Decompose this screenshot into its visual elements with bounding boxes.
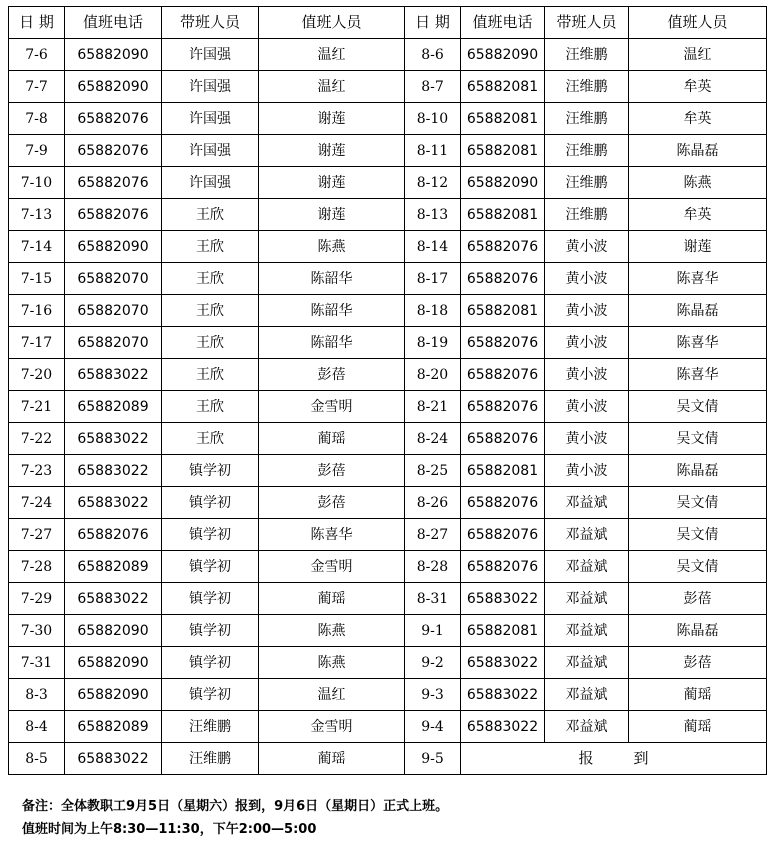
cell-date: 7-24 <box>9 487 65 519</box>
header-staff-2: 值班人员 <box>629 7 767 39</box>
duty-schedule-table <box>8 6 767 775</box>
report-text-2: 到 <box>633 749 649 767</box>
cell-leader: 王欣 <box>162 295 259 327</box>
cell-leader: 镇学初 <box>162 519 259 551</box>
cell-staff-2: 陈晶磊 <box>629 135 767 167</box>
header-date: 日 期 <box>9 7 65 39</box>
cell-leader: 王欣 <box>162 423 259 455</box>
table-row <box>9 391 767 423</box>
cell-phone: 65882090 <box>65 679 162 711</box>
cell-date: 8-3 <box>9 679 65 711</box>
cell-staff-2: 温红 <box>629 39 767 71</box>
cell-leader-2: 邓益斌 <box>545 647 629 679</box>
table-row <box>9 263 767 295</box>
cell-staff-2: 吴文倩 <box>629 519 767 551</box>
header-date-2: 日 期 <box>405 7 461 39</box>
cell-phone: 65882070 <box>65 327 162 359</box>
cell-date: 7-17 <box>9 327 65 359</box>
cell-leader: 镇学初 <box>162 679 259 711</box>
cell-phone-2: 65882076 <box>461 391 545 423</box>
cell-leader-2: 邓益斌 <box>545 711 629 743</box>
cell-date-2: 8-13 <box>405 199 461 231</box>
cell-phone-2: 65883022 <box>461 711 545 743</box>
cell-phone-2: 65882081 <box>461 615 545 647</box>
cell-phone: 65882076 <box>65 103 162 135</box>
cell-phone-2: 65882090 <box>461 39 545 71</box>
cell-staff-2: 吴文倩 <box>629 423 767 455</box>
cell-leader-2: 黄小波 <box>545 295 629 327</box>
table-row <box>9 647 767 679</box>
cell-report <box>461 743 767 775</box>
cell-leader: 汪维鹏 <box>162 711 259 743</box>
cell-phone: 65883022 <box>65 455 162 487</box>
cell-date: 7-7 <box>9 71 65 103</box>
cell-date-2: 9-1 <box>405 615 461 647</box>
cell-staff: 陈燕 <box>259 647 405 679</box>
cell-phone-2: 65882076 <box>461 231 545 263</box>
table-row <box>9 487 767 519</box>
cell-phone-2: 65882090 <box>461 167 545 199</box>
cell-date: 7-20 <box>9 359 65 391</box>
cell-leader-2: 邓益斌 <box>545 551 629 583</box>
cell-date: 7-21 <box>9 391 65 423</box>
cell-phone: 65882090 <box>65 615 162 647</box>
cell-staff: 陈韶华 <box>259 327 405 359</box>
cell-phone: 65882070 <box>65 263 162 295</box>
table-row <box>9 423 767 455</box>
cell-staff: 陈喜华 <box>259 519 405 551</box>
cell-date-2: 8-27 <box>405 519 461 551</box>
cell-leader: 王欣 <box>162 199 259 231</box>
cell-phone-2: 65882081 <box>461 199 545 231</box>
cell-leader-2: 邓益斌 <box>545 583 629 615</box>
cell-phone: 65882070 <box>65 295 162 327</box>
cell-staff-2: 牟英 <box>629 199 767 231</box>
cell-date: 7-10 <box>9 167 65 199</box>
cell-staff: 温红 <box>259 71 405 103</box>
cell-date-2: 9-5 <box>405 743 461 775</box>
table-row <box>9 167 767 199</box>
cell-phone: 65883022 <box>65 743 162 775</box>
header-leader-2: 带班人员 <box>545 7 629 39</box>
cell-date: 7-9 <box>9 135 65 167</box>
cell-staff-2: 陈晶磊 <box>629 615 767 647</box>
table-row <box>9 103 767 135</box>
cell-staff: 谢莲 <box>259 135 405 167</box>
cell-staff: 陈韶华 <box>259 295 405 327</box>
table-row <box>9 551 767 583</box>
cell-phone: 65882090 <box>65 39 162 71</box>
cell-phone: 65882089 <box>65 391 162 423</box>
cell-phone-2: 65882081 <box>461 103 545 135</box>
cell-leader-2: 黄小波 <box>545 423 629 455</box>
cell-date-2: 8-18 <box>405 295 461 327</box>
cell-staff: 陈韶华 <box>259 263 405 295</box>
cell-phone-2: 65882081 <box>461 71 545 103</box>
cell-staff: 陈燕 <box>259 615 405 647</box>
cell-leader-2: 汪维鹏 <box>545 71 629 103</box>
table-row <box>9 455 767 487</box>
cell-staff-2: 陈喜华 <box>629 263 767 295</box>
cell-staff: 温红 <box>259 679 405 711</box>
cell-phone: 65882090 <box>65 231 162 263</box>
cell-leader: 许国强 <box>162 135 259 167</box>
cell-date-2: 8-6 <box>405 39 461 71</box>
cell-staff-2: 牟英 <box>629 71 767 103</box>
cell-staff-2: 吴文倩 <box>629 487 767 519</box>
cell-date: 7-15 <box>9 263 65 295</box>
cell-staff-2: 彭蓓 <box>629 583 767 615</box>
cell-date-2: 8-24 <box>405 423 461 455</box>
table-row <box>9 327 767 359</box>
cell-leader: 王欣 <box>162 391 259 423</box>
cell-leader: 镇学初 <box>162 647 259 679</box>
table-row <box>9 231 767 263</box>
cell-date-2: 8-31 <box>405 583 461 615</box>
cell-phone-2: 65882081 <box>461 135 545 167</box>
cell-leader-2: 汪维鹏 <box>545 167 629 199</box>
cell-phone: 65883022 <box>65 583 162 615</box>
cell-leader-2: 黄小波 <box>545 231 629 263</box>
cell-leader: 许国强 <box>162 103 259 135</box>
cell-leader: 许国强 <box>162 71 259 103</box>
table-row <box>9 39 767 71</box>
cell-staff-2: 陈燕 <box>629 167 767 199</box>
cell-phone-2: 65882076 <box>461 423 545 455</box>
cell-date: 7-14 <box>9 231 65 263</box>
header-staff: 值班人员 <box>259 7 405 39</box>
cell-phone: 65882076 <box>65 167 162 199</box>
table-row <box>9 711 767 743</box>
cell-date: 8-4 <box>9 711 65 743</box>
header-leader: 带班人员 <box>162 7 259 39</box>
cell-staff-2: 蔺瑶 <box>629 679 767 711</box>
cell-staff-2: 陈晶磊 <box>629 455 767 487</box>
cell-date: 7-30 <box>9 615 65 647</box>
cell-staff: 彭蓓 <box>259 487 405 519</box>
note-line-2: 值班时间为上午8:30—11:30，下午2:00—5:00 <box>22 822 317 837</box>
cell-phone-2: 65882076 <box>461 327 545 359</box>
cell-staff-2: 彭蓓 <box>629 647 767 679</box>
cell-staff: 谢莲 <box>259 167 405 199</box>
cell-date: 7-27 <box>9 519 65 551</box>
cell-phone-2: 65882081 <box>461 455 545 487</box>
cell-phone: 65882090 <box>65 647 162 679</box>
table-row <box>9 135 767 167</box>
cell-leader: 王欣 <box>162 327 259 359</box>
cell-leader: 镇学初 <box>162 455 259 487</box>
cell-phone: 65882076 <box>65 519 162 551</box>
cell-staff: 谢莲 <box>259 103 405 135</box>
table-row <box>9 295 767 327</box>
cell-date: 8-5 <box>9 743 65 775</box>
cell-staff-2: 吴文倩 <box>629 391 767 423</box>
cell-date-2: 9-4 <box>405 711 461 743</box>
cell-date-2: 8-10 <box>405 103 461 135</box>
cell-phone-2: 65883022 <box>461 679 545 711</box>
cell-leader: 许国强 <box>162 167 259 199</box>
cell-leader-2: 邓益斌 <box>545 679 629 711</box>
cell-leader-2: 黄小波 <box>545 327 629 359</box>
cell-date-2: 8-20 <box>405 359 461 391</box>
cell-phone: 65882089 <box>65 551 162 583</box>
cell-date: 7-28 <box>9 551 65 583</box>
cell-phone-2: 65882076 <box>461 359 545 391</box>
cell-leader-2: 黄小波 <box>545 391 629 423</box>
cell-date: 7-16 <box>9 295 65 327</box>
cell-phone: 65882076 <box>65 135 162 167</box>
cell-leader: 镇学初 <box>162 583 259 615</box>
cell-staff: 蔺瑶 <box>259 743 405 775</box>
report-text-1: 报 <box>578 749 594 767</box>
cell-leader: 镇学初 <box>162 487 259 519</box>
cell-leader: 汪维鹏 <box>162 743 259 775</box>
cell-date: 7-6 <box>9 39 65 71</box>
cell-date: 7-29 <box>9 583 65 615</box>
table-row <box>9 743 767 775</box>
cell-date: 7-8 <box>9 103 65 135</box>
cell-phone-2: 65883022 <box>461 647 545 679</box>
cell-date-2: 8-14 <box>405 231 461 263</box>
cell-date: 7-13 <box>9 199 65 231</box>
cell-leader-2: 黄小波 <box>545 359 629 391</box>
cell-staff: 陈燕 <box>259 231 405 263</box>
cell-phone-2: 65882076 <box>461 551 545 583</box>
cell-staff: 金雪明 <box>259 391 405 423</box>
cell-leader-2: 邓益斌 <box>545 615 629 647</box>
cell-leader: 许国强 <box>162 39 259 71</box>
cell-leader: 镇学初 <box>162 615 259 647</box>
cell-phone: 65882076 <box>65 199 162 231</box>
table-row <box>9 199 767 231</box>
cell-date-2: 8-28 <box>405 551 461 583</box>
cell-date-2: 8-7 <box>405 71 461 103</box>
cell-phone-2: 65883022 <box>461 583 545 615</box>
cell-staff-2: 吴文倩 <box>629 551 767 583</box>
cell-leader-2: 汪维鹏 <box>545 199 629 231</box>
cell-date: 7-22 <box>9 423 65 455</box>
cell-leader-2: 黄小波 <box>545 263 629 295</box>
cell-phone: 65883022 <box>65 487 162 519</box>
cell-date-2: 9-3 <box>405 679 461 711</box>
table-row <box>9 583 767 615</box>
table-row <box>9 679 767 711</box>
cell-phone-2: 65882076 <box>461 519 545 551</box>
cell-staff-2: 陈喜华 <box>629 327 767 359</box>
cell-staff: 金雪明 <box>259 551 405 583</box>
cell-leader: 王欣 <box>162 359 259 391</box>
cell-phone-2: 65882076 <box>461 487 545 519</box>
cell-leader-2: 邓益斌 <box>545 487 629 519</box>
cell-leader: 镇学初 <box>162 551 259 583</box>
cell-staff: 金雪明 <box>259 711 405 743</box>
cell-phone: 65883022 <box>65 359 162 391</box>
cell-leader-2: 汪维鹏 <box>545 103 629 135</box>
cell-date: 7-31 <box>9 647 65 679</box>
cell-leader: 王欣 <box>162 231 259 263</box>
cell-date-2: 8-25 <box>405 455 461 487</box>
cell-leader-2: 汪维鹏 <box>545 135 629 167</box>
cell-phone-2: 65882076 <box>461 263 545 295</box>
cell-phone: 65882090 <box>65 71 162 103</box>
cell-phone: 65883022 <box>65 423 162 455</box>
cell-staff-2: 陈晶磊 <box>629 295 767 327</box>
cell-leader: 王欣 <box>162 263 259 295</box>
table-row <box>9 519 767 551</box>
cell-date-2: 8-26 <box>405 487 461 519</box>
cell-leader-2: 邓益斌 <box>545 519 629 551</box>
cell-phone-2: 65882081 <box>461 295 545 327</box>
cell-leader-2: 汪维鹏 <box>545 39 629 71</box>
table-body <box>9 39 767 743</box>
note-line-1: 备注：全体教职工9月5日（星期六）报到，9月6日（星期日）正式上班。 <box>22 799 449 814</box>
table-row <box>9 359 767 391</box>
header-phone: 值班电话 <box>65 7 162 39</box>
cell-date-2: 8-17 <box>405 263 461 295</box>
cell-date-2: 8-21 <box>405 391 461 423</box>
cell-staff-2: 谢莲 <box>629 231 767 263</box>
table-row <box>9 615 767 647</box>
cell-date-2: 8-19 <box>405 327 461 359</box>
cell-staff: 蔺瑶 <box>259 583 405 615</box>
cell-staff-2: 蔺瑶 <box>629 711 767 743</box>
cell-phone: 65882089 <box>65 711 162 743</box>
cell-leader-2: 黄小波 <box>545 455 629 487</box>
cell-staff-2: 陈喜华 <box>629 359 767 391</box>
cell-date-2: 8-12 <box>405 167 461 199</box>
cell-date-2: 9-2 <box>405 647 461 679</box>
cell-date-2: 8-11 <box>405 135 461 167</box>
table-row <box>9 71 767 103</box>
cell-staff-2: 牟英 <box>629 103 767 135</box>
cell-staff: 彭蓓 <box>259 359 405 391</box>
header-row <box>9 7 767 39</box>
cell-staff: 谢莲 <box>259 199 405 231</box>
header-phone-2: 值班电话 <box>461 7 545 39</box>
cell-date: 7-23 <box>9 455 65 487</box>
cell-staff: 彭蓓 <box>259 455 405 487</box>
cell-staff: 温红 <box>259 39 405 71</box>
cell-staff: 蔺瑶 <box>259 423 405 455</box>
